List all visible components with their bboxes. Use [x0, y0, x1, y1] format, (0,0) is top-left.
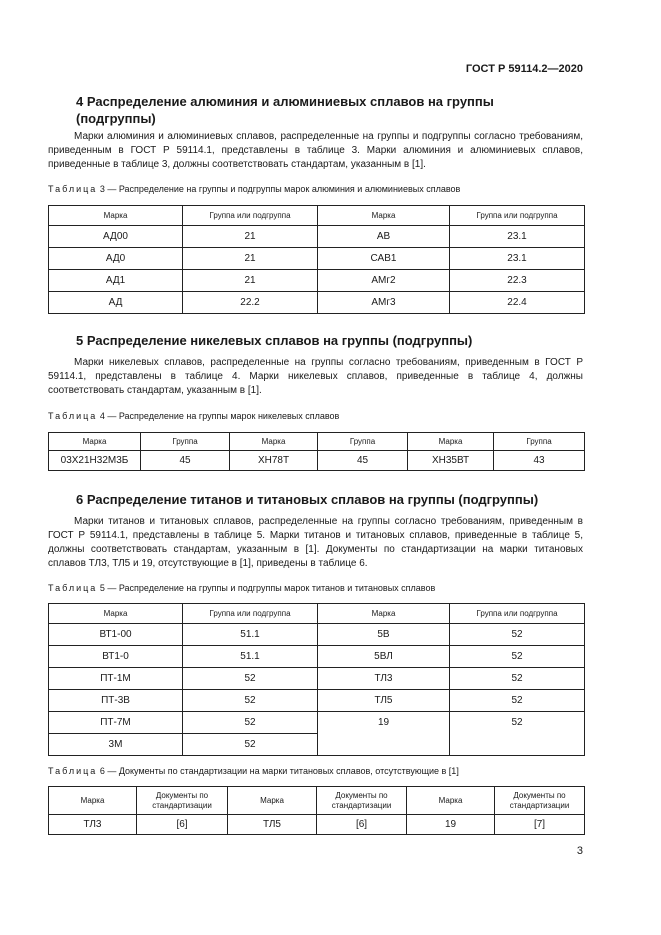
table-cell: 21 [183, 226, 318, 248]
table-row [49, 270, 585, 292]
table-6-header: Документы по стандартизации [495, 787, 585, 815]
section-4-title-line2: (подгруппы) [76, 111, 156, 126]
page-number: 3 [576, 845, 583, 857]
table-cell: ХН35ВТ [408, 451, 494, 471]
table-cell: 52 [450, 624, 585, 646]
table-cell: 23.1 [450, 248, 585, 270]
table-4 [48, 432, 585, 471]
table-cell: [6] [137, 815, 228, 835]
table-cell: ВТ1-00 [49, 624, 183, 646]
table-cell: ТЛ5 [318, 690, 450, 712]
table-cell: [7] [495, 815, 585, 835]
table-cell: АМг3 [318, 292, 450, 314]
table-cell: АД00 [49, 226, 183, 248]
table-6-caption [48, 766, 459, 776]
section-6-title: 6 Распределение титанов и титановых сплавов на группы (подгруппы) [76, 492, 539, 507]
table-row [49, 712, 585, 734]
table-row [49, 646, 585, 668]
section-4-title-line1: 4 Распределение алюминия и алюминиевых сплавов на группы [76, 94, 494, 109]
table-5-header: Группа или подгруппа [450, 604, 585, 624]
table-4-caption-text: 4 — Распределение на группы марок никелевых сплавов [99, 411, 340, 421]
table-cell: ВТ1-0 [49, 646, 183, 668]
table-cell: 19 [407, 815, 495, 835]
section-4-paragraph: Марки алюминия и алюминиевых сплавов, распределенные на группы и подгруппы согласно требованиям, приведенным в ГОСТ Р 59114.1, представлены в таблице 3. Марки алюминия и алюминиевых сплавов, приведенные в таблице 3, должны соответствовать стандартам, указанным в [1]. [48, 131, 583, 170]
table-row [49, 226, 585, 248]
table-cell: 03Х21Н32М3Б [49, 451, 141, 471]
section-6-paragraph: Марки титанов и титановых сплавов, распределенные на группы согласно требованиям, приведенным в ГОСТ Р 59114.1, представлены в таблице 5. Марки титанов и титановых сплавов, приведенные в таблице 5, должны соответствовать стандартам, указанным в [1]. Документы по стандартизации на марки титановых сплавов ТЛ3, ТЛ5 и 19, отсутствующие в [1], приведены в таблице 6. [48, 516, 583, 569]
table-cell: 52 [450, 690, 585, 712]
table-3-caption-text: 3 — Распределение на группы и подгруппы марок алюминия и алюминиевых сплавов [99, 184, 461, 194]
table-6-header: Марка [407, 787, 495, 815]
table-3-caption [48, 184, 460, 194]
section-4-title [76, 93, 494, 127]
table-cell: 52 [450, 646, 585, 668]
table-cell: 19 [318, 712, 450, 756]
table-cell: 5В [318, 624, 450, 646]
table-row [49, 248, 585, 270]
table-cell: ПТ-3В [49, 690, 183, 712]
table-3-header: Марка [318, 206, 450, 226]
table-cell: АВ [318, 226, 450, 248]
table-cell: 43 [494, 451, 585, 471]
table-4-header: Марка [49, 433, 141, 451]
table-3-header: Группа или подгруппа [183, 206, 318, 226]
table-cell: АД0 [49, 248, 183, 270]
table-5-caption-label: Таблица [48, 583, 98, 593]
table-cell: 22.2 [183, 292, 318, 314]
table-3 [48, 205, 585, 314]
table-3-header: Марка [49, 206, 183, 226]
table-cell: АД1 [49, 270, 183, 292]
table-5-header: Марка [49, 604, 183, 624]
table-cell: 52 [183, 690, 318, 712]
table-cell: ПТ-7М [49, 712, 183, 734]
table-5-caption [48, 583, 435, 593]
table-cell: 21 [183, 248, 318, 270]
table-row [49, 690, 585, 712]
table-4-caption [48, 411, 339, 421]
table-cell: 22.3 [450, 270, 585, 292]
table-row [49, 624, 585, 646]
table-cell: ТЛ5 [228, 815, 317, 835]
table-4-header: Группа [494, 433, 585, 451]
table-cell: ХН78Т [230, 451, 318, 471]
document-header: ГОСТ Р 59114.2—2020 [465, 63, 583, 75]
table-5-caption-text: 5 — Распределение на группы и подгруппы марок титанов и титановых сплавов [99, 583, 436, 593]
table-4-caption-label: Таблица [48, 411, 98, 421]
section-5-title: 5 Распределение никелевых сплавов на группы (подгруппы) [76, 333, 473, 348]
table-row [49, 292, 585, 314]
table-6 [48, 786, 585, 835]
table-cell: 45 [318, 451, 408, 471]
table-4-header: Группа [318, 433, 408, 451]
table-3-caption-label: Таблица [48, 184, 98, 194]
table-cell: 23.1 [450, 226, 585, 248]
table-4-header: Марка [408, 433, 494, 451]
table-cell: 52 [183, 712, 318, 734]
table-cell: 52 [183, 734, 318, 756]
section-5-paragraph: Марки никелевых сплавов, распределенные на группы согласно требованиям, приведенным в ГОСТ Р 59114.1, представлены в таблице 4. Марки никелевых сплавов, приведенные в таблице 4, должны соответствовать стандартам, указанным в [1]. [48, 357, 583, 396]
table-cell: АД [49, 292, 183, 314]
table-cell: 51.1 [183, 646, 318, 668]
table-6-header: Марка [228, 787, 317, 815]
table-6-caption-text: 6 — Документы по стандартизации на марки титановых сплавов, отсутствующие в [1] [99, 766, 459, 776]
table-3-header: Группа или подгруппа [450, 206, 585, 226]
table-cell: 45 [141, 451, 230, 471]
table-cell: 22.4 [450, 292, 585, 314]
table-row [49, 815, 585, 835]
table-6-header: Документы по стандартизации [137, 787, 228, 815]
table-4-header: Группа [141, 433, 230, 451]
table-cell: ТЛ3 [49, 815, 137, 835]
table-cell: 52 [450, 668, 585, 690]
table-6-header: Марка [49, 787, 137, 815]
table-cell: АМг2 [318, 270, 450, 292]
table-row [49, 451, 585, 471]
table-cell: 51.1 [183, 624, 318, 646]
table-cell: 52 [450, 712, 585, 756]
table-cell: 5ВЛ [318, 646, 450, 668]
table-5-header: Марка [318, 604, 450, 624]
table-cell: ПТ-1М [49, 668, 183, 690]
table-cell: 3М [49, 734, 183, 756]
table-6-caption-label: Таблица [48, 766, 98, 776]
table-cell: 21 [183, 270, 318, 292]
table-cell: [6] [317, 815, 407, 835]
table-6-header: Документы по стандартизации [317, 787, 407, 815]
table-cell: САВ1 [318, 248, 450, 270]
table-5-header: Группа или подгруппа [183, 604, 318, 624]
table-cell: 52 [183, 668, 318, 690]
table-5 [48, 603, 585, 756]
table-4-header: Марка [230, 433, 318, 451]
table-row [49, 668, 585, 690]
table-cell: ТЛ3 [318, 668, 450, 690]
